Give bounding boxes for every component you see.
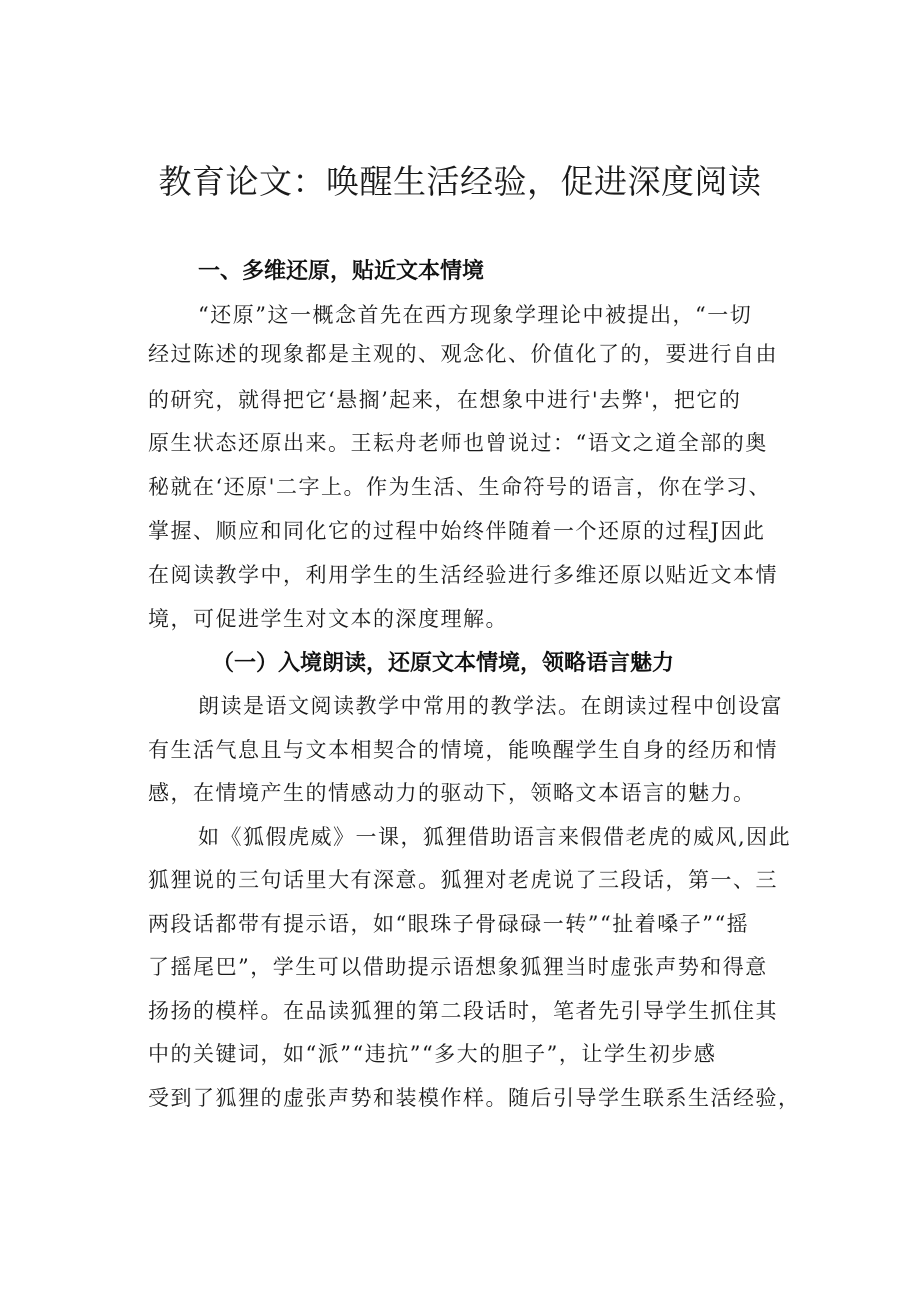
paragraph-line: 了摇尾巴”，学生可以借助提示语想象狐狸当时虚张声势和得意 bbox=[148, 955, 768, 979]
paragraph-line: 的研究，就得把它‘悬搁’起来，在想象中进行'去弊'，把它的 bbox=[148, 388, 742, 412]
paragraph-line: 原生状态还原出来。王耘舟老师也曾说过：“语文之道全部的奥 bbox=[148, 431, 768, 455]
paragraph-line: 秘就在‘还原'二字上。作为生活、生命符号的语言，你在学习、 bbox=[148, 475, 771, 499]
paragraph-line: 有生活气息且与文本相契合的情境，能唤醒学生自身的经历和情 bbox=[148, 738, 778, 762]
paragraph-line: 在阅读教学中，利用学生的生活经验进行多维还原以贴近文本情 bbox=[148, 563, 778, 587]
paragraph-line: 朗读是语文阅读教学中常用的教学法。在朗读过程中创设富 bbox=[198, 694, 783, 718]
paragraph-line: 中的关键词，如“派”“违抗”“多大的胆子”，让学生初步感 bbox=[148, 1042, 717, 1066]
paragraph-line: 经过陈述的现象都是主观的、观念化、价值化了的，要进行自由 bbox=[148, 342, 778, 366]
paragraph-line: 感，在情境产生的情感动力的驱动下，领略文本语言的魅力。 bbox=[148, 781, 756, 805]
paragraph-line: 掌握、顺应和同化它的过程中始终伴随着一个还原的过程J因此 bbox=[148, 519, 766, 543]
paragraph-line: 狐狸说的三句话里大有深意。狐狸对老虎说了三段话，第一、三 bbox=[148, 868, 778, 892]
paragraph-line: 受到了狐狸的虚张声势和装模作样。随后引导学生联系生活经验， bbox=[148, 1086, 801, 1110]
paragraph-line: 两段话都带有提示语，如“眼珠子骨碌碌一转”“扯着嗓子”“摇 bbox=[148, 912, 750, 936]
paragraph-line: 扬扬的模样。在品读狐狸的第二段话时，笔者先引导学生抓住其 bbox=[148, 999, 778, 1023]
paragraph-line: “还原”这一概念首先在西方现象学理论中被提出，“一切 bbox=[198, 303, 753, 327]
paragraph-line: 境，可促进学生对文本的深度理解。 bbox=[148, 607, 508, 631]
document-title: 教育论文：唤醒生活经验，促进深度阅读 bbox=[158, 162, 762, 201]
subsection-heading: （一）入境朗读，还原文本情境，领略语言魅力 bbox=[212, 651, 675, 676]
section-heading: 一、多维还原，贴近文本情境 bbox=[198, 259, 485, 284]
paragraph-line: 如《狐假虎威》一课，狐狸借助语言来假借老虎的威风,因此 bbox=[198, 825, 792, 849]
